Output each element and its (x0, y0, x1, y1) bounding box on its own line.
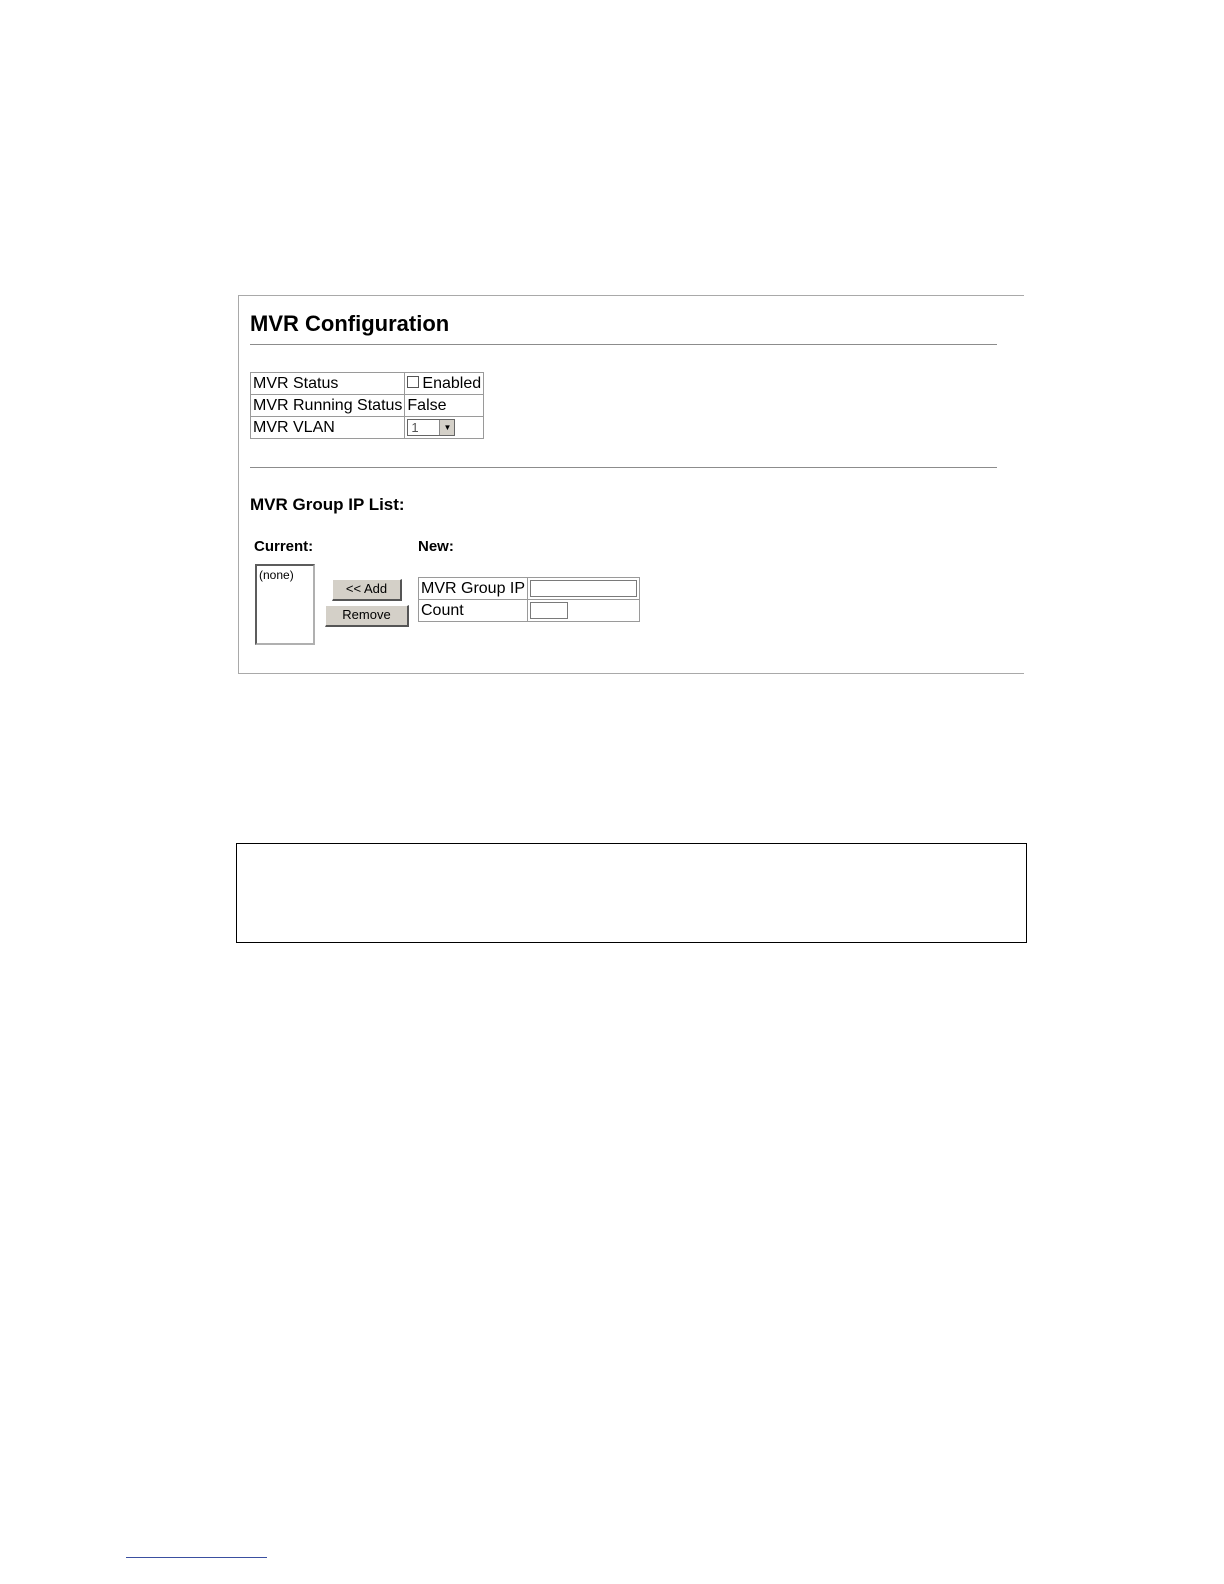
current-group-listbox[interactable] (255, 564, 315, 645)
mvr-configuration-panel (238, 295, 1024, 674)
table-row (251, 417, 484, 439)
group-ip-cell (528, 578, 640, 600)
footer-rule (126, 1557, 267, 1558)
count-label: Count (419, 600, 528, 622)
mvr-status-checkbox[interactable] (407, 376, 419, 388)
table-row (419, 600, 640, 622)
divider (250, 344, 997, 345)
current-label: Current: (254, 538, 314, 555)
mvr-status-checkbox-label[interactable]: Enabled (422, 374, 482, 392)
remove-button[interactable]: Remove (325, 605, 409, 627)
mvr-status-label: MVR Status (251, 373, 405, 395)
table-row (251, 395, 484, 417)
chevron-down-icon[interactable]: ▼ (439, 420, 454, 435)
note-box (236, 843, 1027, 943)
group-ip-list-title: MVR Group IP List: (250, 495, 405, 514)
table-row (419, 578, 640, 600)
count-cell (528, 600, 640, 622)
add-button[interactable]: << Add (332, 579, 402, 601)
running-status-label: MVR Running Status (251, 395, 405, 417)
mvr-status-table (250, 372, 484, 439)
page-title: MVR Configuration (250, 311, 450, 336)
mvr-vlan-cell (405, 417, 484, 439)
divider (250, 467, 997, 468)
table-row (251, 373, 484, 395)
new-label: New: (418, 538, 454, 555)
group-ip-input[interactable] (530, 580, 637, 597)
running-status-value: False (405, 395, 484, 417)
new-group-table (418, 577, 640, 622)
mvr-status-cell (405, 373, 484, 395)
list-item[interactable]: (none) (259, 568, 294, 582)
count-input[interactable] (530, 602, 568, 619)
mvr-vlan-select[interactable] (407, 419, 455, 436)
mvr-vlan-selected-value: 1 (411, 419, 419, 435)
group-ip-label: MVR Group IP (419, 578, 528, 600)
mvr-vlan-label: MVR VLAN (251, 417, 405, 439)
